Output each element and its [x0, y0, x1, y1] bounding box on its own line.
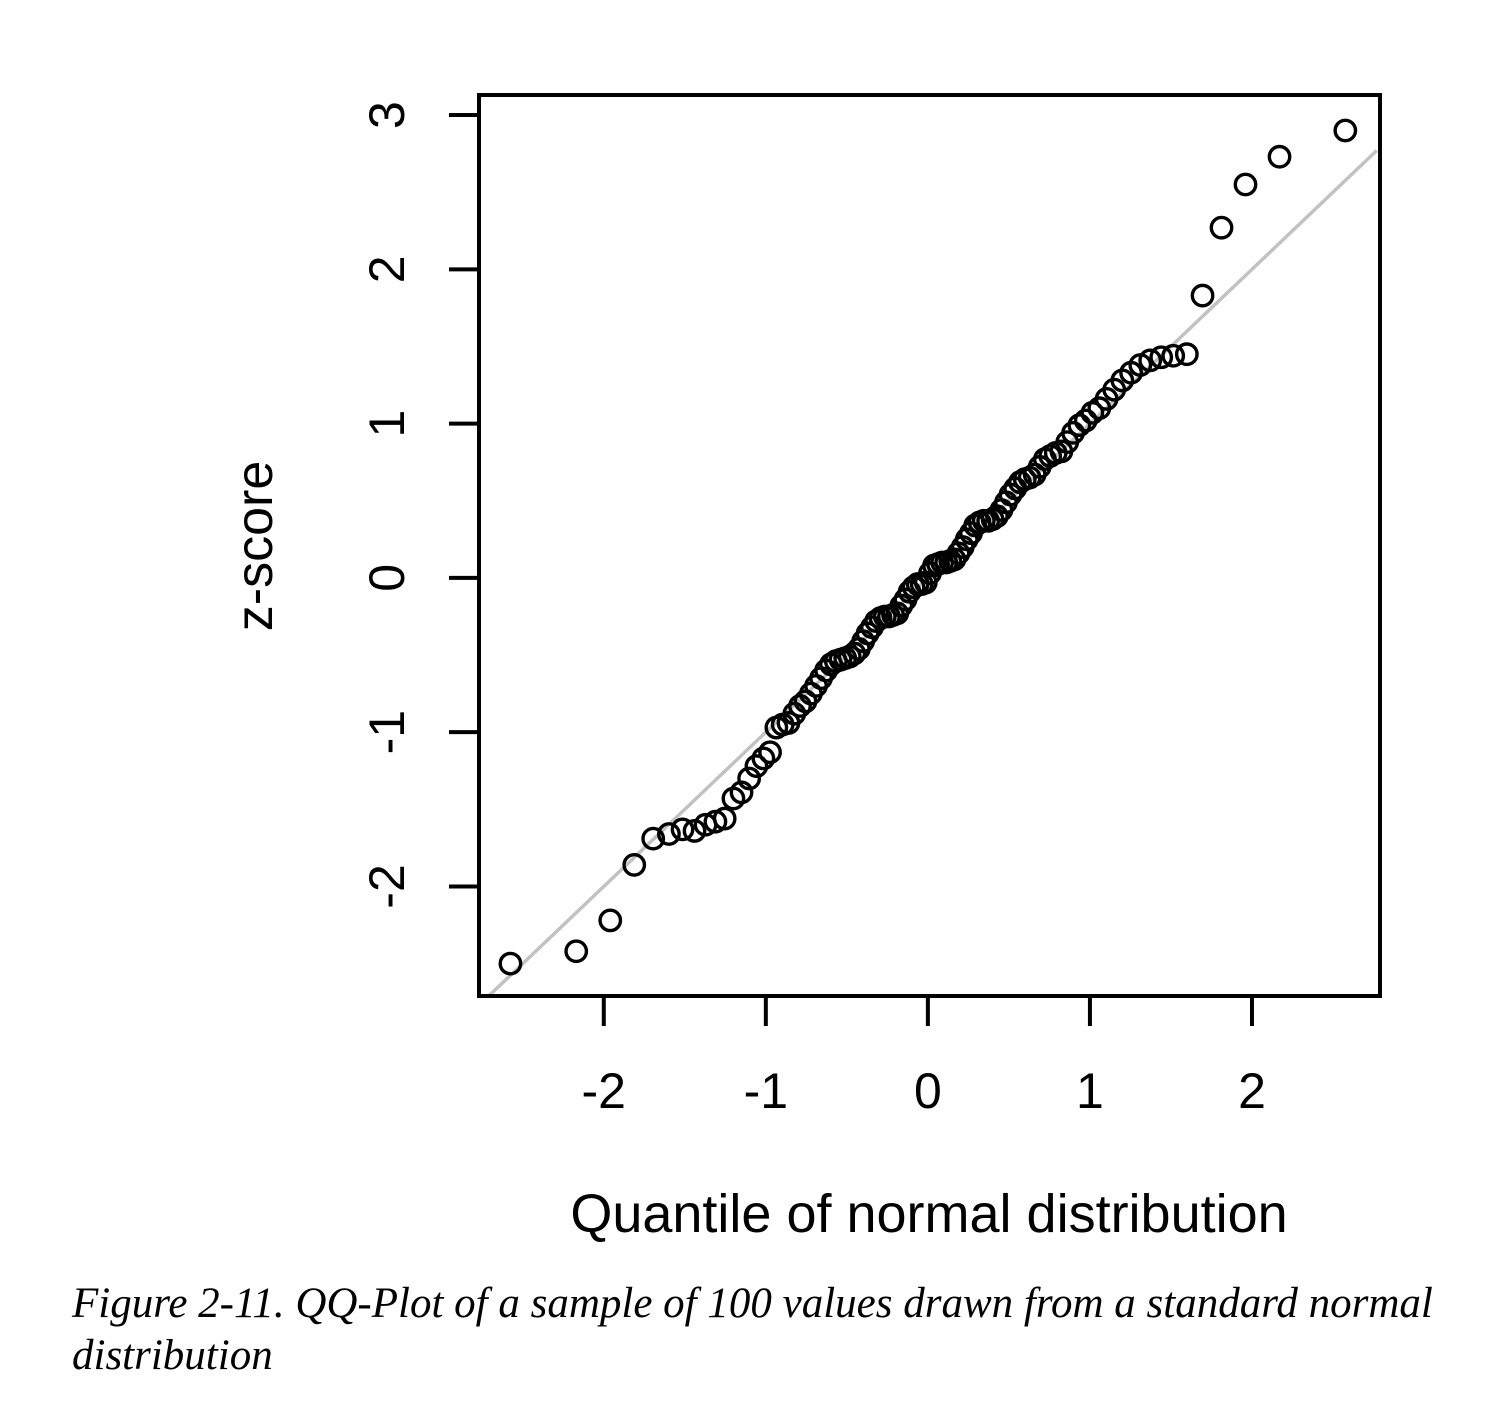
x-tick-label: -1 — [743, 1063, 789, 1119]
y-tick-label: 2 — [359, 255, 415, 284]
data-point — [1235, 174, 1255, 194]
data-point — [600, 910, 620, 930]
x-tick-label: 2 — [1238, 1063, 1266, 1119]
data-points-layer — [500, 120, 1355, 974]
data-point — [1192, 285, 1212, 305]
x-axis-label: Quantile of normal distribution — [570, 1184, 1288, 1244]
x-tick-label: 0 — [913, 1063, 942, 1119]
data-point — [1177, 344, 1197, 364]
y-tick-label: 3 — [359, 101, 415, 129]
axis-ticks-layer — [359, 101, 1266, 1119]
figure-caption — [72, 1278, 1462, 1383]
data-point — [500, 953, 520, 973]
figure-caption-line-2: distribution — [72, 1332, 273, 1380]
plot-border — [479, 95, 1380, 996]
y-tick-label: -1 — [359, 709, 415, 755]
x-tick-label: 1 — [1076, 1063, 1104, 1119]
y-tick-label: 1 — [359, 409, 415, 438]
data-point — [1269, 147, 1289, 167]
y-axis-label: z-score — [226, 460, 284, 632]
data-point — [566, 941, 586, 961]
y-tick-label: 0 — [359, 563, 415, 592]
data-point — [1335, 120, 1355, 140]
figure-caption-line-1: Figure 2-11. QQ-Plot of a sample of 100 values drawn from a standard normal — [72, 1280, 1433, 1327]
x-tick-label: -2 — [581, 1063, 627, 1119]
y-tick-label: -2 — [359, 864, 415, 909]
data-point — [1211, 217, 1231, 237]
